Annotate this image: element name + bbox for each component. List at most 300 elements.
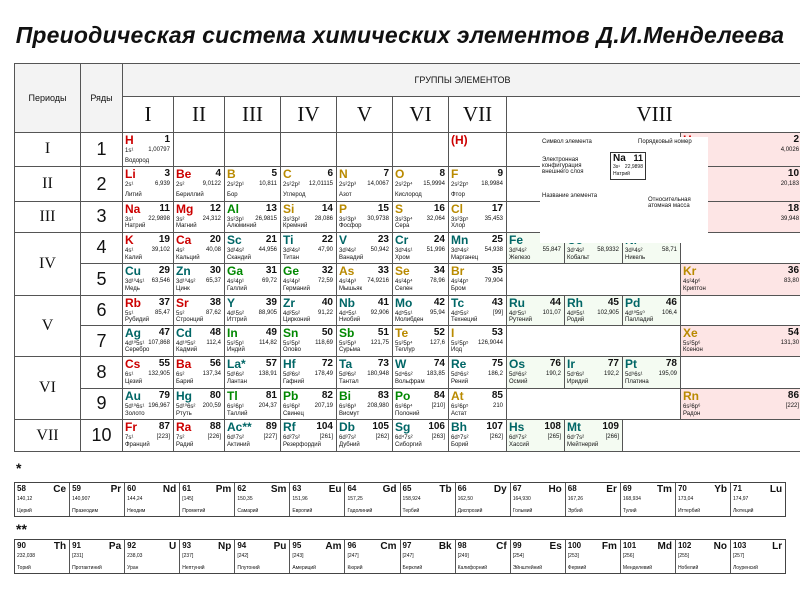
element-symbol: Mn	[451, 232, 469, 247]
element-symbol: I	[451, 326, 455, 341]
element-symbol: Ga	[227, 264, 244, 279]
element-symbol: Ce	[53, 484, 67, 495]
element-name: Гольмий	[512, 508, 533, 514]
element-number: 92	[127, 541, 137, 550]
element-Br[interactable]	[449, 264, 507, 296]
element-mass: 39,948	[780, 216, 800, 223]
element-cell-content	[449, 420, 506, 451]
element-mass: [254]	[512, 553, 524, 559]
element-Y[interactable]	[225, 295, 281, 326]
element-name: Фтор	[451, 192, 465, 199]
period-label: I	[15, 132, 81, 167]
element-symbol: Db	[339, 420, 355, 435]
element-symbol: Ti	[283, 232, 294, 247]
element-symbol: Tc	[451, 295, 465, 310]
page-title: Преиодическая система химических элементов Д.И.Менделеева	[15, 22, 785, 48]
element-mass: 144,24	[127, 496, 143, 502]
element-name: Менделевий	[622, 565, 653, 571]
element-mass: 204,37	[258, 402, 277, 409]
element-mass: 127,6	[429, 340, 445, 347]
element-mass: 118,69	[315, 340, 333, 347]
element-config: 3d⁶4s²	[509, 247, 527, 254]
element-mass: 174,97	[733, 496, 749, 502]
element-V[interactable]	[337, 232, 393, 264]
series-element-Np[interactable]	[179, 540, 234, 573]
series-element-Pa[interactable]	[69, 540, 124, 573]
element-number: 19	[158, 233, 170, 245]
element-config: 5s²5p²	[283, 341, 301, 348]
element-number: 61	[182, 484, 192, 493]
element-symbol: Mt	[567, 420, 581, 435]
series-element-No[interactable]	[675, 540, 730, 573]
element-mass: [256]	[622, 553, 634, 559]
element-symbol: Pm	[215, 484, 232, 495]
element-mass: [242]	[237, 553, 249, 559]
element-symbol: Sg	[395, 420, 411, 435]
element-Bh[interactable]	[449, 420, 507, 452]
element-Ba[interactable]	[174, 357, 225, 389]
element-cell-content	[337, 202, 392, 232]
element-mass: 40,08	[205, 246, 221, 253]
element-name: Самарий	[237, 508, 259, 514]
element-Ir[interactable]	[565, 357, 623, 389]
element-symbol: Te	[395, 326, 409, 341]
series-element-Tm[interactable]	[620, 483, 675, 516]
element-Ca[interactable]	[174, 232, 225, 264]
element-name: Кадмий	[176, 347, 198, 354]
element-cell-content	[449, 202, 506, 232]
element-N[interactable]	[337, 167, 393, 202]
element-cell-content	[281, 264, 336, 295]
legend-sample-cell	[610, 152, 646, 180]
lanthanide-series	[14, 482, 786, 517]
element-number: 7	[383, 168, 389, 180]
element-cell-content	[449, 264, 506, 295]
element-number: 32	[321, 265, 333, 277]
element-config: 5d¹6s²	[227, 372, 245, 379]
element-Sr[interactable]	[174, 295, 225, 326]
series-element-Sm[interactable]	[234, 483, 289, 516]
element-number: 6	[327, 168, 333, 180]
element-name: Празеодим	[72, 508, 99, 514]
element-I[interactable]	[449, 326, 507, 357]
series-element-Lr[interactable]	[730, 540, 785, 573]
series-element-Gd[interactable]	[344, 483, 399, 516]
element-Mg[interactable]	[174, 202, 225, 233]
element-Cs[interactable]	[123, 357, 174, 389]
element-cell-content	[225, 167, 280, 201]
element-mass: 137,34	[202, 371, 221, 378]
element-name: Натрий	[125, 223, 146, 230]
element-symbol: Rn	[683, 388, 699, 403]
element-symbol: K	[125, 232, 134, 247]
series-element-Lu[interactable]	[730, 483, 785, 516]
element-Ru[interactable]	[507, 295, 565, 326]
element-symbol: Sb	[339, 326, 355, 341]
element-number: 88	[209, 421, 221, 433]
series-element-Tb[interactable]	[400, 483, 455, 516]
element-Db[interactable]	[337, 420, 393, 452]
element-name: Кальций	[176, 254, 200, 261]
element-config: 4d⁴5s¹	[339, 310, 357, 317]
element-Nb[interactable]	[337, 295, 393, 326]
element-name: Фосфор	[339, 223, 362, 230]
element-Te[interactable]	[393, 326, 449, 357]
element-mass: 12,01115	[308, 181, 333, 188]
element-number: 94	[237, 541, 247, 550]
element-symbol: Rb	[125, 295, 141, 310]
element-config: 5d¹⁰6s²	[176, 403, 196, 410]
element-number: 96	[347, 541, 357, 550]
element-config: 5s¹	[125, 310, 134, 317]
element-number: 34	[433, 265, 445, 277]
element-Cr[interactable]	[393, 232, 449, 264]
element-La[interactable]	[225, 357, 281, 389]
element-number: 5	[271, 168, 277, 180]
element-number: 51	[377, 327, 389, 339]
element-name: Прометий	[182, 508, 206, 514]
element-Re[interactable]	[449, 357, 507, 389]
element-Pt[interactable]	[623, 357, 681, 389]
element-config: 6d³7s²	[339, 435, 357, 442]
element-symbol: C	[283, 167, 292, 182]
element-mass: [249]	[457, 553, 469, 559]
element-mass: [255]	[677, 553, 690, 559]
group-header-V: V	[337, 96, 393, 132]
element-H-group7[interactable]	[449, 132, 507, 167]
element-config: 1s¹	[125, 147, 134, 154]
element-Tc[interactable]	[449, 295, 507, 326]
element-name: Нептуний	[182, 565, 205, 571]
element-symbol: U	[169, 541, 177, 552]
element-symbol: O	[395, 167, 405, 182]
element-symbol: H	[125, 132, 134, 147]
element-name: Марганец	[451, 254, 479, 261]
element-number: 87	[158, 421, 170, 433]
element-name: Церий	[17, 508, 32, 514]
element-As[interactable]	[337, 264, 393, 296]
element-Xe[interactable]	[681, 326, 800, 357]
element-number: 40	[321, 296, 333, 308]
element-name: Ванадий	[339, 254, 364, 261]
element-Cu[interactable]	[123, 264, 174, 296]
element-config: 5d⁴6s²	[395, 372, 413, 379]
element-Hs[interactable]	[507, 420, 565, 452]
element-number: 36	[787, 265, 800, 277]
element-Rf[interactable]	[281, 420, 337, 452]
element-name: Таллий	[227, 410, 248, 417]
element-cell-content	[281, 420, 336, 451]
element-name: Родий	[567, 316, 585, 323]
element-symbol: Pa	[108, 541, 122, 552]
element-number: 66	[457, 484, 467, 493]
element-Si[interactable]	[281, 202, 337, 233]
series-element-Bk[interactable]	[400, 540, 455, 573]
element-Mn[interactable]	[449, 232, 507, 264]
series-element-Md[interactable]	[620, 540, 675, 573]
element-config: 2s²2p⁴	[395, 182, 413, 189]
element-Ta[interactable]	[337, 357, 393, 389]
period-label: III	[15, 202, 81, 233]
element-Tl[interactable]	[225, 388, 281, 420]
element-Sg[interactable]	[393, 420, 449, 452]
element-Kr[interactable]	[681, 264, 800, 296]
element-Rn[interactable]	[681, 388, 800, 420]
element-symbol: Tb	[439, 484, 452, 495]
element-Sc[interactable]	[225, 232, 281, 264]
element-number: 30	[209, 265, 221, 277]
element-symbol: Nd	[162, 484, 177, 495]
element-mass: 51,996	[426, 246, 445, 253]
element-name: Нобелий	[677, 565, 699, 571]
element-number: 97	[402, 541, 412, 550]
element-number: 59	[72, 484, 81, 493]
series-element-Pm[interactable]	[179, 483, 234, 516]
element-mass: [227]	[263, 434, 277, 441]
row-number: 6	[81, 295, 123, 326]
element-symbol: Y	[227, 295, 236, 310]
element-mass: 26,9815	[255, 216, 277, 223]
element-mass: 20,183	[780, 181, 800, 188]
element-Os[interactable]	[507, 357, 565, 389]
actinide-marker: **	[16, 521, 27, 537]
element-Mt[interactable]	[565, 420, 623, 452]
element-Fr[interactable]	[123, 420, 174, 452]
element-cell-content	[281, 389, 336, 420]
element-number: 16	[433, 203, 445, 215]
element-symbol: Xe	[683, 326, 698, 341]
element-F[interactable]	[449, 167, 507, 202]
series-element-Ho[interactable]	[510, 483, 565, 516]
element-Zn[interactable]	[174, 264, 225, 296]
element-name: Молибден	[395, 316, 424, 323]
element-number: 81	[265, 389, 277, 401]
element-name: Мышьяк	[339, 286, 363, 293]
element-symbol: W	[395, 357, 407, 372]
element-Zr[interactable]	[281, 295, 337, 326]
element-mass: 183,85	[426, 371, 445, 378]
element-Ac[interactable]	[225, 420, 281, 452]
element-config: 3s¹	[125, 217, 134, 224]
series-element-Eu[interactable]	[289, 483, 344, 516]
element-Rh[interactable]	[565, 295, 623, 326]
element-number: 79	[158, 389, 170, 401]
element-K[interactable]	[123, 232, 174, 264]
series-element-Th[interactable]	[15, 540, 69, 573]
element-cell-content	[565, 420, 622, 451]
element-config: 6s²6p⁵	[451, 403, 469, 410]
element-mass: 9,0122	[202, 181, 221, 188]
element-Bi[interactable]	[337, 388, 393, 420]
element-cell-content	[393, 296, 448, 326]
group-header-VII: VII	[449, 96, 507, 132]
element-cell-content	[393, 357, 448, 388]
element-mass: 87,62	[205, 309, 221, 316]
element-config: 3d⁵4s²	[451, 247, 469, 254]
actinide-series	[14, 539, 786, 574]
element-mass: 65,37	[205, 278, 221, 285]
element-number: 42	[433, 296, 445, 308]
element-Hf[interactable]	[281, 357, 337, 389]
element-Ra[interactable]	[174, 420, 225, 452]
element-number: 14	[321, 203, 333, 215]
element-symbol: Rh	[567, 295, 583, 310]
element-name: Диспрозий	[457, 508, 483, 514]
group-header-I: I	[123, 96, 174, 132]
element-mass: 164,930	[512, 496, 531, 502]
element-Pd[interactable]	[623, 295, 681, 326]
element-Ge[interactable]	[281, 264, 337, 296]
element-symbol: Hf	[283, 357, 296, 372]
element-name: Скандий	[227, 254, 251, 261]
element-number: 89	[265, 421, 277, 433]
element-mass: 79,904	[484, 278, 503, 285]
element-number: 37	[158, 296, 170, 308]
legend-name-label: Название элемента	[542, 193, 598, 199]
series-element-Cf[interactable]	[455, 540, 510, 573]
element-Pb[interactable]	[281, 388, 337, 420]
element-mass: 92,906	[370, 309, 389, 316]
element-number: 54	[787, 327, 800, 339]
element-config: 3s²3p³	[339, 217, 357, 224]
element-number: 63	[292, 484, 302, 493]
element-mass: [247]	[347, 553, 359, 559]
element-mass: 35,453	[484, 216, 503, 223]
element-config: 6d⁴7s²	[395, 435, 413, 442]
element-Sb[interactable]	[337, 326, 393, 357]
element-symbol: Cs	[125, 357, 141, 372]
element-mass: 54,938	[484, 246, 503, 253]
element-Li[interactable]	[123, 167, 174, 202]
element-mass: 39,102	[151, 246, 170, 253]
element-cell-content	[565, 357, 622, 388]
element-name: Водород	[125, 157, 150, 164]
element-name: Борий	[451, 442, 469, 449]
element-Sn[interactable]	[281, 326, 337, 357]
element-name: Плутоний	[237, 565, 260, 571]
element-H[interactable]	[123, 132, 174, 167]
element-Cl[interactable]	[449, 202, 507, 233]
element-name: Эрбий	[567, 508, 583, 514]
series-element-Nd[interactable]	[124, 483, 179, 516]
series-element-Pr[interactable]	[69, 483, 124, 516]
legend-sample-name: Натрий	[613, 171, 630, 177]
element-symbol: Hs	[509, 420, 525, 435]
element-W[interactable]	[393, 357, 449, 389]
element-Po[interactable]	[393, 388, 449, 420]
series-element-Es[interactable]	[510, 540, 565, 573]
legend-config-label: Электронная конфигурация внешнего слоя	[542, 157, 584, 175]
element-cell-content	[225, 233, 280, 264]
element-Au[interactable]	[123, 388, 174, 420]
element-config: 5s²5p³	[339, 341, 357, 348]
element-cell-content	[337, 420, 392, 451]
element-symbol: In	[227, 326, 238, 341]
element-name: Лютеций	[733, 508, 754, 514]
element-symbol: P	[339, 202, 348, 217]
element-Hg[interactable]	[174, 388, 225, 420]
element-Na[interactable]	[123, 202, 174, 233]
element-cell-content	[623, 296, 680, 326]
element-config: 6s²6p⁶	[683, 403, 701, 410]
element-config: 3d¹⁰4s¹	[125, 279, 145, 286]
element-O[interactable]	[393, 167, 449, 202]
series-element-Dy[interactable]	[455, 483, 510, 516]
series-element-Ce[interactable]	[15, 483, 69, 516]
element-config: 4d⁵5s²	[451, 310, 469, 317]
element-number: 103	[733, 541, 747, 550]
element-name: Актиний	[227, 442, 250, 449]
series-element-Yb[interactable]	[675, 483, 730, 516]
element-config: 3d¹⁰4s²	[176, 279, 196, 286]
series-element-U[interactable]	[124, 540, 179, 573]
element-config: 2s²2p²	[283, 182, 301, 189]
element-config: 5d⁷6s²	[567, 372, 585, 379]
element-Be[interactable]	[174, 167, 225, 202]
element-symbol: Se	[395, 264, 410, 279]
element-P[interactable]	[337, 202, 393, 233]
element-cell-content	[681, 326, 800, 356]
element-name: Радий	[176, 442, 194, 449]
element-name: Углерод	[283, 192, 306, 199]
element-Mo[interactable]	[393, 295, 449, 326]
element-config: 5s²5p⁵	[451, 341, 469, 348]
element-name: Тулий	[622, 508, 637, 514]
element-number: 90	[17, 541, 26, 550]
element-config: 6d⁶7s²	[509, 435, 527, 442]
element-mass: 78,96	[429, 278, 445, 285]
series-element-Cm[interactable]	[344, 540, 399, 573]
element-mass: 168,934	[622, 496, 641, 502]
element-number: 107	[486, 421, 503, 433]
element-cell-content	[225, 420, 280, 451]
series-element-Pu[interactable]	[234, 540, 289, 573]
element-number: 4	[215, 168, 221, 180]
element-S[interactable]	[393, 202, 449, 233]
element-name: Азот	[339, 192, 352, 199]
series-element-Fm[interactable]	[565, 540, 620, 573]
element-number: 104	[316, 421, 333, 433]
element-symbol: Cf	[496, 541, 507, 552]
element-Cd[interactable]	[174, 326, 225, 357]
element-Ti[interactable]	[281, 232, 337, 264]
element-cell-content	[123, 296, 173, 326]
element-Rb[interactable]	[123, 295, 174, 326]
element-cell-content	[281, 357, 336, 388]
element-cell-content	[123, 420, 173, 451]
element-cell-content	[449, 167, 506, 201]
element-Ag[interactable]	[123, 326, 174, 357]
element-Al[interactable]	[225, 202, 281, 233]
element-B[interactable]	[225, 167, 281, 202]
series-element-Am[interactable]	[289, 540, 344, 573]
element-name: Кремний	[283, 223, 308, 230]
element-config: 3d³4s²	[339, 247, 357, 254]
element-name: Осмий	[509, 379, 528, 386]
element-At[interactable]	[449, 388, 507, 420]
element-number: 84	[433, 389, 445, 401]
series-element-Er[interactable]	[565, 483, 620, 516]
element-In[interactable]	[225, 326, 281, 357]
element-Se[interactable]	[393, 264, 449, 296]
element-Ga[interactable]	[225, 264, 281, 296]
element-name: Сиборгий	[395, 442, 422, 449]
element-config: 3s²3p⁵	[451, 217, 469, 224]
element-number: 52	[433, 327, 445, 339]
element-cell-content	[174, 264, 224, 295]
element-C[interactable]	[281, 167, 337, 202]
element-name: Свинец	[283, 410, 304, 417]
